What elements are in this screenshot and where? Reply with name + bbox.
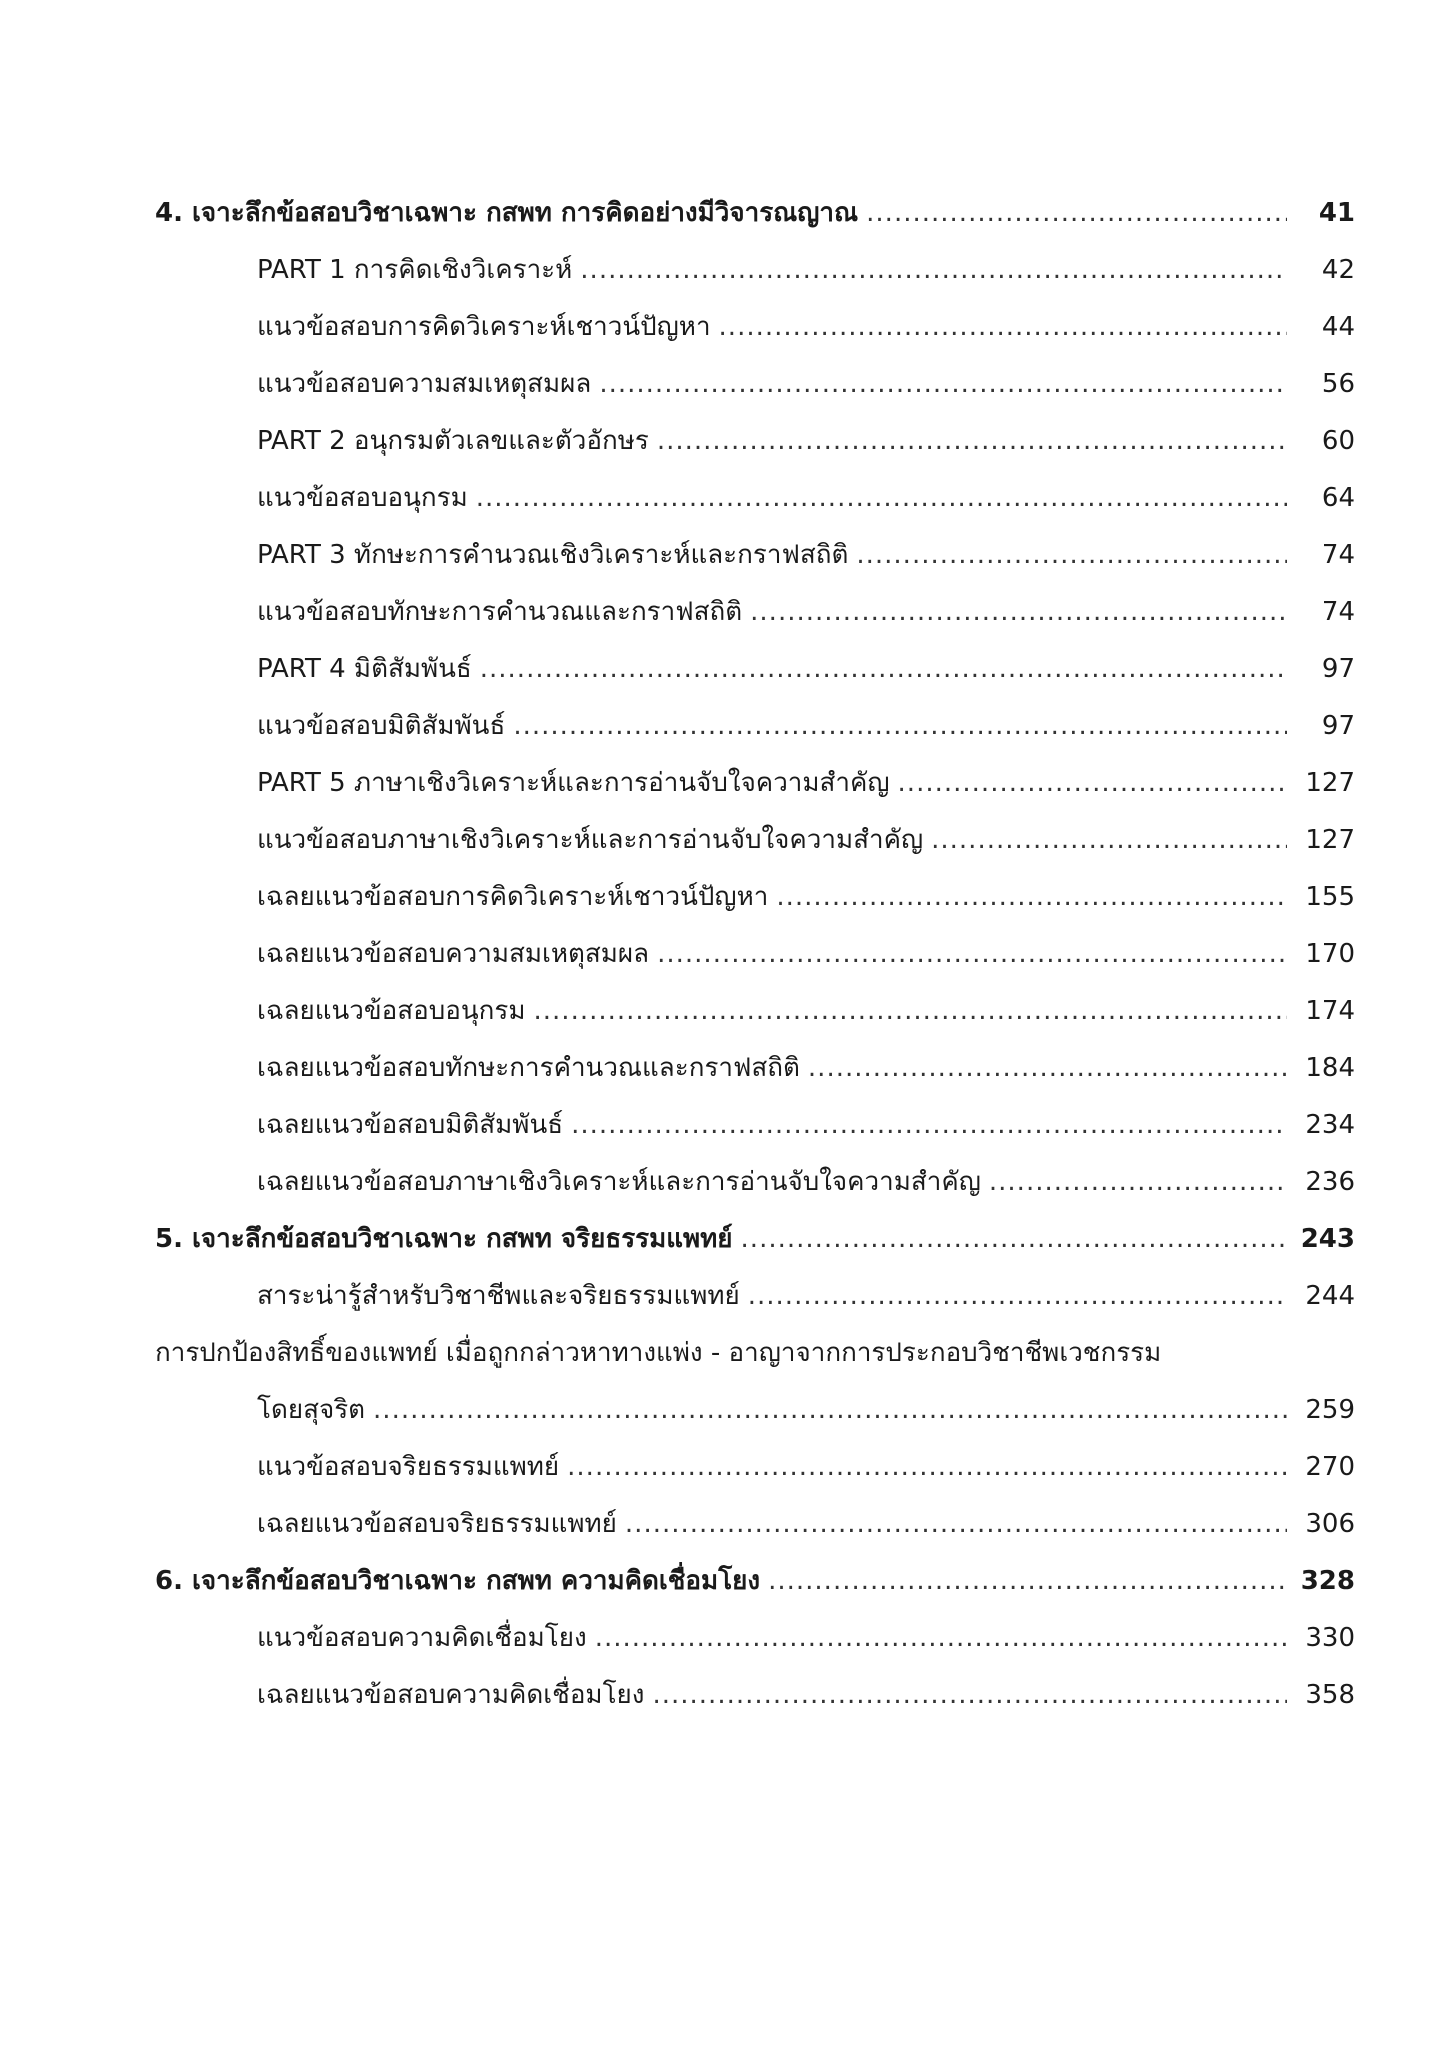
- toc-entry-title: เฉลยแนวข้อสอบความคิดเชื่อมโยง: [257, 1680, 645, 1710]
- toc-entry-title: 5. เจาะลึกข้อสอบวิชาเฉพาะ กสพท จริยธรรมแพทย์: [155, 1224, 733, 1254]
- toc-chapter-row[interactable]: [155, 185, 1355, 242]
- dot-leader: [595, 1610, 1287, 1667]
- toc-entry-title: 4. เจาะลึกข้อสอบวิชาเฉพาะ กสพท การคิดอย่างมีวิจารณญาณ: [155, 198, 859, 228]
- toc-entry-title: PART 3 ทักษะการคำนวณเชิงวิเคราะห์และกราฟสถิติ: [257, 540, 849, 570]
- toc-page-number: 56: [1321, 369, 1355, 399]
- toc-entry-title: แนวข้อสอบทักษะการคำนวณและกราฟสถิติ: [257, 597, 743, 627]
- toc-entry-title: PART 5 ภาษาเชิงวิเคราะห์และการอ่านจับใจความสำคัญ: [257, 768, 890, 798]
- dot-leader: [476, 470, 1287, 527]
- toc-entry-row[interactable]: [155, 926, 1355, 983]
- toc-entry-row[interactable]: [155, 527, 1355, 584]
- dot-leader: [567, 1439, 1287, 1496]
- toc-entry-title: การปกป้องสิทธิ์ของแพทย์ เมื่อถูกกล่าวหาทางแพ่ง - อาญาจากการประกอบวิชาชีพเวชกรรม: [155, 1338, 1162, 1368]
- toc-entry-title: เฉลยแนวข้อสอบอนุกรม: [257, 996, 526, 1026]
- toc-page-number: 170: [1305, 939, 1355, 969]
- dot-leader: [750, 584, 1287, 641]
- toc-entry-row[interactable]: [155, 1667, 1355, 1724]
- toc-chapter-row[interactable]: [155, 1211, 1355, 1268]
- toc-page-number: 244: [1305, 1281, 1355, 1311]
- dot-leader: [652, 1667, 1287, 1724]
- toc-entry-row[interactable]: [155, 413, 1355, 470]
- toc-entry-title: แนวข้อสอบความคิดเชื่อมโยง: [257, 1623, 587, 1653]
- dot-leader: [748, 1268, 1287, 1325]
- toc-entry-row[interactable]: [155, 1382, 1355, 1439]
- toc-page-number: 74: [1321, 540, 1355, 570]
- toc-page-number: 155: [1305, 882, 1355, 912]
- toc-entry-row[interactable]: [155, 1268, 1355, 1325]
- toc-page-number: 97: [1321, 711, 1355, 741]
- toc-page-number: 127: [1305, 825, 1355, 855]
- toc-entry-row[interactable]: [155, 755, 1355, 812]
- toc-entry-row[interactable]: [155, 641, 1355, 698]
- toc-entry-title: PART 2 อนุกรมตัวเลขและตัวอักษร: [257, 426, 649, 456]
- toc-chapter-row[interactable]: [155, 1553, 1355, 1610]
- toc-entry-row[interactable]: [155, 356, 1355, 413]
- toc-entry-title: เฉลยแนวข้อสอบทักษะการคำนวณและกราฟสถิติ: [257, 1053, 800, 1083]
- toc-entry-row[interactable]: [155, 299, 1355, 356]
- toc-entry-title: PART 4 มิติสัมพันธ์: [257, 654, 472, 684]
- toc-entry-title: แนวข้อสอบจริยธรรมแพทย์: [257, 1452, 560, 1482]
- toc-entry-title: เฉลยแนวข้อสอบความสมเหตุสมผล: [257, 939, 650, 969]
- dot-leader: [599, 356, 1287, 413]
- toc-page-number: 234: [1305, 1110, 1355, 1140]
- dot-leader: [571, 1097, 1287, 1154]
- dot-leader: [480, 641, 1287, 698]
- dot-leader: [768, 1553, 1287, 1610]
- dot-leader: [898, 755, 1287, 812]
- toc-page-number: 64: [1321, 483, 1355, 513]
- toc-page-number: 236: [1305, 1167, 1355, 1197]
- dot-leader: [931, 812, 1287, 869]
- dot-leader: [866, 185, 1287, 242]
- dot-leader: [776, 869, 1287, 926]
- toc-entry-title: แนวข้อสอบภาษาเชิงวิเคราะห์และการอ่านจับใจความสำคัญ: [257, 825, 924, 855]
- toc-entry-row[interactable]: [155, 584, 1355, 641]
- toc-page-number: 306: [1305, 1509, 1355, 1539]
- toc-entry-row[interactable]: [155, 1154, 1355, 1211]
- dot-leader: [719, 299, 1287, 356]
- toc-page-number: 42: [1321, 255, 1355, 285]
- dot-leader: [808, 1040, 1287, 1097]
- toc-entry-title: โดยสุจริต: [257, 1395, 366, 1425]
- toc-entry-title: แนวข้อสอบอนุกรม: [257, 483, 468, 513]
- dot-leader: [534, 983, 1287, 1040]
- toc-entry-title: แนวข้อสอบมิติสัมพันธ์: [257, 711, 506, 741]
- dot-leader: [657, 926, 1287, 983]
- toc-entry-row[interactable]: [155, 242, 1355, 299]
- toc-entry-title: สาระน่ารู้สำหรับวิชาชีพและจริยธรรมแพทย์: [257, 1281, 740, 1311]
- toc-entry-title: แนวข้อสอบการคิดวิเคราะห์เชาวน์ปัญหา: [257, 312, 711, 342]
- toc-page-number: 174: [1305, 996, 1355, 1026]
- toc-entry-row[interactable]: [155, 812, 1355, 869]
- toc-page-number: 41: [1318, 198, 1355, 228]
- toc-entry-row[interactable]: [155, 698, 1355, 755]
- toc-entry-title: 6. เจาะลึกข้อสอบวิชาเฉพาะ กสพท ความคิดเชื่อมโยง: [155, 1566, 761, 1596]
- dot-leader: [657, 413, 1287, 470]
- dot-leader: [856, 527, 1287, 584]
- dot-leader: [989, 1154, 1287, 1211]
- toc-page-number: 184: [1305, 1053, 1355, 1083]
- toc-entry-title: เฉลยแนวข้อสอบการคิดวิเคราะห์เชาวน์ปัญหา: [257, 882, 769, 912]
- dot-leader: [580, 242, 1287, 299]
- toc-entry-title: เฉลยแนวข้อสอบมิติสัมพันธ์: [257, 1110, 564, 1140]
- toc-page-number: 259: [1305, 1395, 1355, 1425]
- toc-page-number: 328: [1300, 1566, 1355, 1596]
- toc-page-number: 44: [1321, 312, 1355, 342]
- toc-entry-row[interactable]: [155, 1040, 1355, 1097]
- toc-entry-title: PART 1 การคิดเชิงวิเคราะห์: [257, 255, 573, 285]
- dot-leader: [513, 698, 1287, 755]
- toc-entry-row[interactable]: [155, 1439, 1355, 1496]
- toc-page-number: 270: [1305, 1452, 1355, 1482]
- toc-entry-title: แนวข้อสอบความสมเหตุสมผล: [257, 369, 592, 399]
- toc-entry-title: เฉลยแนวข้อสอบภาษาเชิงวิเคราะห์และการอ่านจับใจความสำคัญ: [257, 1167, 981, 1197]
- table-of-contents: [155, 185, 1355, 1724]
- toc-page-number: 330: [1305, 1623, 1355, 1653]
- toc-page-number: 60: [1321, 426, 1355, 456]
- toc-entry-row[interactable]: [155, 1097, 1355, 1154]
- dot-leader: [741, 1211, 1287, 1268]
- toc-entry-row[interactable]: [155, 869, 1355, 926]
- toc-entry-row[interactable]: [155, 983, 1355, 1040]
- dot-leader: [625, 1496, 1287, 1553]
- toc-entry-row[interactable]: [155, 1610, 1355, 1667]
- toc-page-number: 358: [1305, 1680, 1355, 1710]
- toc-page-number: 97: [1321, 654, 1355, 684]
- dot-leader: [373, 1382, 1287, 1439]
- toc-entry-row[interactable]: [155, 470, 1355, 527]
- toc-page-number: 243: [1300, 1224, 1355, 1254]
- toc-entry-row[interactable]: [155, 1496, 1355, 1553]
- toc-page-number: 127: [1305, 768, 1355, 798]
- toc-entry-row[interactable]: [155, 1325, 1355, 1382]
- toc-page-number: 74: [1321, 597, 1355, 627]
- toc-entry-title: เฉลยแนวข้อสอบจริยธรรมแพทย์: [257, 1509, 617, 1539]
